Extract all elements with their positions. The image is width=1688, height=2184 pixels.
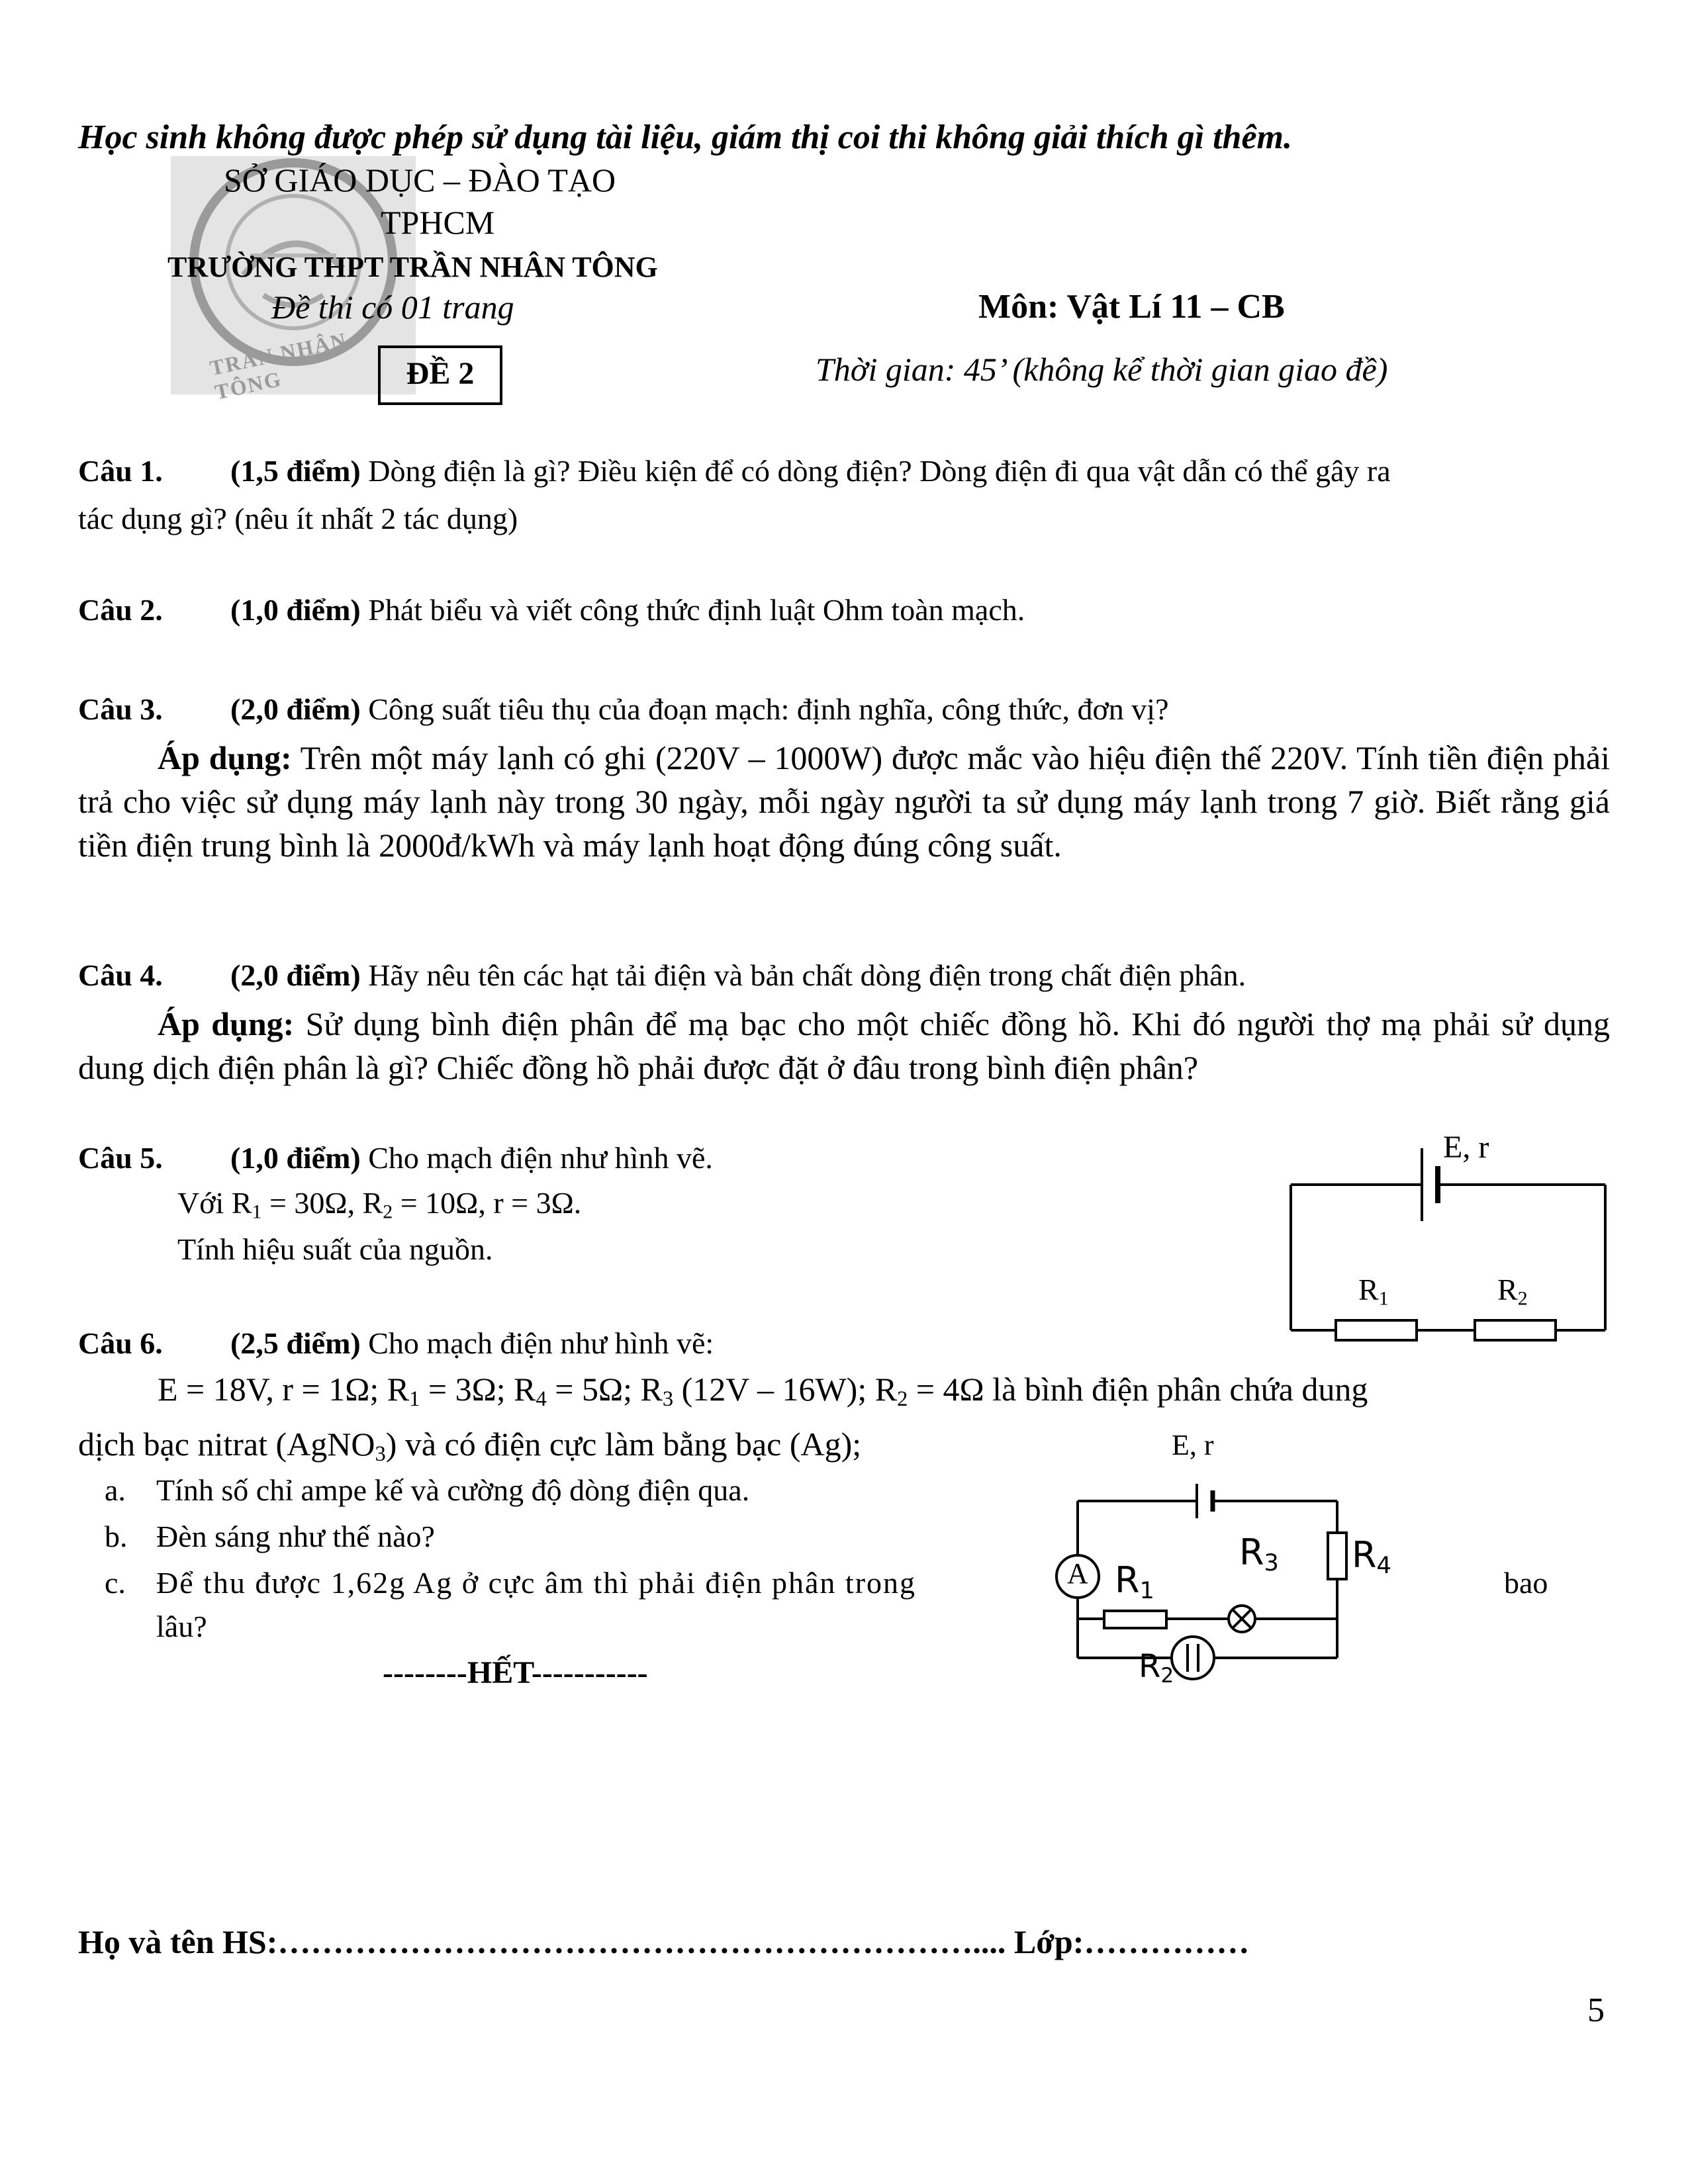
r1-label (1358, 1272, 1389, 1310)
question-6-params-line2 (78, 1423, 861, 1465)
r1-letter: R (1115, 1559, 1140, 1601)
question-points: (1,5 điểm) (230, 454, 361, 488)
question-number: Câu 3. (78, 692, 163, 726)
resistor-r1 (1336, 1320, 1417, 1340)
seal-text: TRẦN NHÂN TÔNG (207, 328, 350, 404)
question-text: Cho mạch điện như hình vẽ. (368, 1141, 713, 1175)
item-label: b. (105, 1520, 128, 1553)
question-number: Câu 6. (78, 1326, 163, 1360)
sub-question-c-line2: lâu? (156, 1610, 207, 1643)
question-text-cont: tác dụng gì? (nêu ít nhất 2 tác dụng) (78, 502, 518, 535)
question-4-application (78, 1002, 1610, 1089)
page-number: 5 (1587, 1991, 1605, 2029)
r1-subscript: 1 (1139, 1576, 1154, 1604)
question-points: (2,0 điểm) (230, 958, 361, 992)
r2-label (1139, 1648, 1174, 1688)
r4-subscript: 4 (1376, 1551, 1391, 1579)
question-6 (78, 1322, 714, 1365)
question-5-given (177, 1182, 581, 1224)
pages-note: Đề thi có 01 trang (271, 289, 514, 326)
question-1 (78, 450, 1391, 492)
r3-label (1239, 1531, 1279, 1576)
param-text: ) và có điện cực làm bằng bạc (Ag); (385, 1426, 862, 1463)
item-text: Đèn sáng như thế nào? (156, 1520, 435, 1553)
subscript: 2 (897, 1387, 908, 1412)
item-text: Để thu được 1,62g Ag ở cực âm thì phải điện phân trong (156, 1566, 917, 1600)
item-label: c. (105, 1566, 126, 1600)
r2-letter: R (1497, 1273, 1518, 1306)
question-text: Hãy nêu tên các hạt tải điện và bản chất dòng điện trong chất điện phân. (368, 958, 1246, 992)
question-3 (78, 688, 1168, 731)
question-points: (1,0 điểm) (230, 593, 361, 627)
sub-question-b (105, 1516, 435, 1558)
question-text: Cho mạch điện như hình vẽ: (368, 1326, 714, 1360)
apply-label: Áp dụng: (158, 739, 292, 776)
question-5 (78, 1137, 713, 1179)
param-text: E = 18V, r = 1Ω; R (158, 1371, 410, 1408)
subscript: 2 (383, 1201, 393, 1223)
subject: Môn: Vật Lí 11 – CB (978, 288, 1285, 326)
subscript: 1 (409, 1387, 420, 1412)
param-text: = 3Ω; R (420, 1371, 536, 1408)
r4-label (1352, 1534, 1391, 1579)
question-points: (1,0 điểm) (230, 1141, 361, 1175)
sub-question-c-tail: bao (1504, 1566, 1548, 1600)
subscript: 1 (252, 1201, 262, 1223)
question-number: Câu 5. (78, 1141, 163, 1175)
dept-line1: SỞ GIÁO DỤC – ĐÀO TẠO (224, 161, 616, 199)
resistor-r4 (1328, 1533, 1346, 1579)
time-limit: Thời gian: 45’ (không kể thời gian giao đề) (816, 351, 1388, 388)
param-text: = 4Ω là bình điện phân chứa dung (908, 1371, 1368, 1408)
ammeter-symbol: A (1067, 1557, 1088, 1590)
exam-code-box (378, 345, 502, 405)
source-label: E, r (1443, 1130, 1489, 1165)
resistor-r2 (1475, 1320, 1556, 1340)
sub-question-c (105, 1562, 1025, 1604)
r2-label (1497, 1272, 1528, 1310)
question-5-task (177, 1228, 493, 1271)
resistor-r1 (1104, 1611, 1166, 1628)
subscript: 3 (375, 1442, 386, 1467)
circuit-diagram-1 (1284, 1125, 1615, 1350)
task-text: Tính hiệu suất của nguồn. (177, 1232, 493, 1266)
question-number: Câu 4. (78, 958, 163, 992)
item-text: Tính số chỉ ampe kế và cường độ dòng điện qua. (156, 1473, 750, 1507)
question-text: Dòng điện là gì? Điều kiện để có dòng điện? Dòng điện đi qua vật dẫn có thể gây ra (368, 454, 1391, 488)
question-text: Phát biểu và viết công thức định luật Ohm toàn mạch. (368, 593, 1025, 627)
subscript: 3 (662, 1387, 674, 1412)
apply-label: Áp dụng: (158, 1005, 295, 1042)
electrolytic-cell-r2 (1172, 1637, 1214, 1679)
param-text: (12V – 16W); R (673, 1371, 898, 1408)
question-1-cont (78, 498, 518, 540)
given-text: Với R (177, 1186, 252, 1220)
circuit-diagram-2 (1039, 1423, 1423, 1701)
subscript: 4 (536, 1387, 547, 1412)
param-text: dịch bạc nitrat (AgNO (78, 1426, 375, 1463)
question-points: (2,5 điểm) (230, 1326, 361, 1360)
exam-warning: Học sinh không được phép sử dụng tài liệu, giám thị coi thi không giải thích gì thêm. (78, 118, 1292, 156)
question-text: Công suất tiêu thụ của đoạn mạch: định nghĩa, công thức, đơn vị? (368, 692, 1169, 726)
end-mark: --------HẾT----------- (383, 1655, 648, 1690)
question-points: (2,0 điểm) (230, 692, 361, 726)
r2-subscript: 2 (1160, 1663, 1174, 1688)
r1-label (1115, 1559, 1154, 1604)
question-3-application (78, 736, 1610, 867)
source-label: E, r (1172, 1429, 1214, 1461)
r4-letter: R (1352, 1534, 1377, 1576)
r3-subscript: 3 (1264, 1549, 1279, 1576)
apply-text: Trên một máy lạnh có ghi (220V – 1000W) được mắc vào hiệu điện thế 220V. Tính tiền điện phải trả cho việc sử dụng máy lạnh này trong 30 ngày, mỗi ngày người ta sử dụng máy lạnh trong 7 giờ. Biết rằng giá tiền điện trung bình là 2000đ/kWh và máy lạnh hoạt động đúng công suất. (78, 739, 1610, 864)
r1-letter: R (1358, 1273, 1379, 1306)
question-number: Câu 2. (78, 593, 163, 627)
given-text: = 30Ω, R (261, 1186, 383, 1220)
given-text: = 10Ω, r = 3Ω. (393, 1186, 582, 1220)
school-name: TRƯỜNG THPT TRẦN NHÂN TÔNG (167, 251, 658, 283)
student-info-line: Họ và tên HS:……………………………………………………….... Lớp:…………… (78, 1923, 1250, 1960)
sub-question-a (105, 1469, 749, 1512)
r2-subscript: 2 (1517, 1287, 1528, 1310)
r2-letter: R (1139, 1648, 1161, 1685)
item-label: a. (105, 1473, 126, 1507)
r3-letter: R (1239, 1531, 1264, 1573)
param-text: = 5Ω; R (546, 1371, 663, 1408)
r1-subscript: 1 (1378, 1287, 1389, 1310)
dept-line2: TPHCM (381, 204, 495, 241)
question-4 (78, 954, 1246, 997)
exam-code: ĐỀ 2 (406, 356, 475, 391)
question-2 (78, 589, 1025, 631)
apply-text: Sử dụng bình điện phân để mạ bạc cho một chiếc đồng hồ. Khi đó người thợ mạ phải sử dụng dung dịch điện phân là gì? Chiếc đồng hồ phải được đặt ở đâu trong bình điện phân? (78, 1005, 1611, 1086)
question-6-params (78, 1367, 1610, 1411)
question-number: Câu 1. (78, 454, 163, 488)
